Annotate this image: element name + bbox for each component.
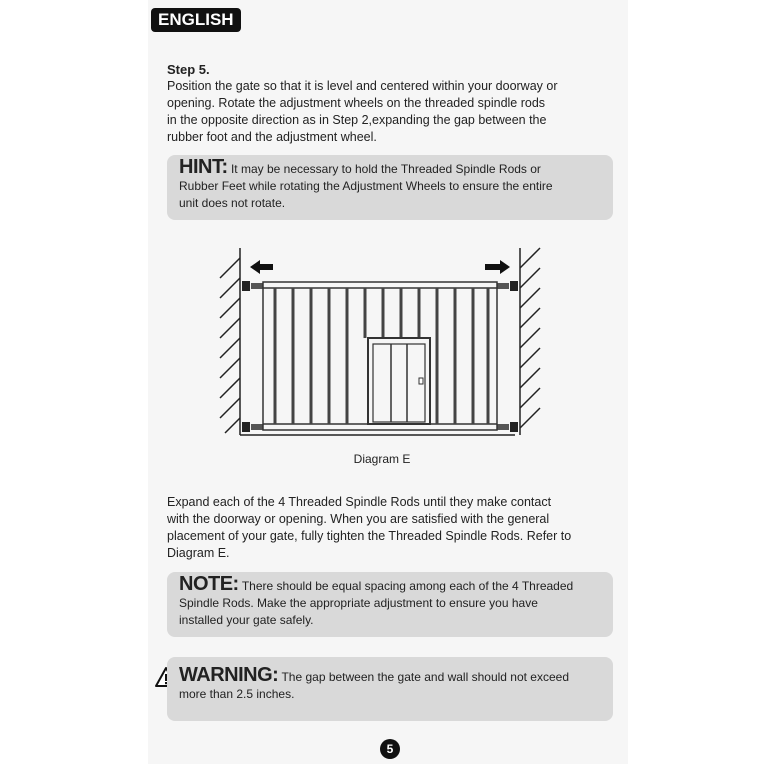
language-badge: ENGLISH — [151, 8, 241, 32]
arrow-left-icon — [250, 260, 273, 274]
diagram-caption: Diagram E — [353, 452, 411, 466]
expand-instructions — [167, 494, 607, 562]
step-line: rubber foot and the adjustment wheel. — [167, 130, 377, 144]
arrow-right-icon — [485, 260, 510, 274]
step-title: Step 5. — [167, 62, 210, 77]
warning-box — [167, 657, 613, 721]
hint-label: HINT: — [179, 156, 228, 178]
page-number: 5 — [380, 739, 400, 759]
hint-line: unit does not rotate. — [179, 196, 286, 210]
warning-line: more than 2.5 inches. — [179, 687, 295, 701]
hint-box — [167, 155, 613, 220]
expand-line: with the doorway or opening. When you are satisfied with the general — [167, 512, 550, 526]
note-text: There should be equal spacing among each of the 4 Threaded — [241, 579, 574, 593]
expand-line: placement of your gate, fully tighten the Threaded Spindle Rods. Refer to — [167, 529, 572, 543]
step-instructions — [167, 78, 607, 146]
note-line: installed your gate safely. — [179, 613, 314, 627]
note-line: Spindle Rods. Make the appropriate adjustment to ensure you have — [179, 596, 538, 610]
hint-text: It may be necessary to hold the Threaded Spindle Rods or — [230, 162, 541, 176]
step-line: Position the gate so that it is level and centered within your doorway or — [167, 79, 558, 93]
step-line: opening. Rotate the adjustment wheels on the threaded spindle rods — [167, 96, 546, 110]
expand-line: Expand each of the 4 Threaded Spindle Rods until they make contact — [167, 495, 552, 509]
warning-text: The gap between the gate and wall should not exceed — [281, 670, 569, 684]
note-label: NOTE: — [179, 573, 239, 595]
hint-line: Rubber Feet while rotating the Adjustment Wheels to ensure the entire — [179, 179, 553, 193]
gate-diagram — [215, 240, 545, 445]
expand-line: Diagram E. — [167, 546, 230, 560]
warning-label: WARNING: — [179, 664, 279, 686]
note-box — [167, 572, 613, 637]
gate-door — [368, 338, 430, 424]
right-wall — [520, 248, 540, 435]
step-line: in the opposite direction as in Step 2,expanding the gap between the — [167, 113, 547, 127]
